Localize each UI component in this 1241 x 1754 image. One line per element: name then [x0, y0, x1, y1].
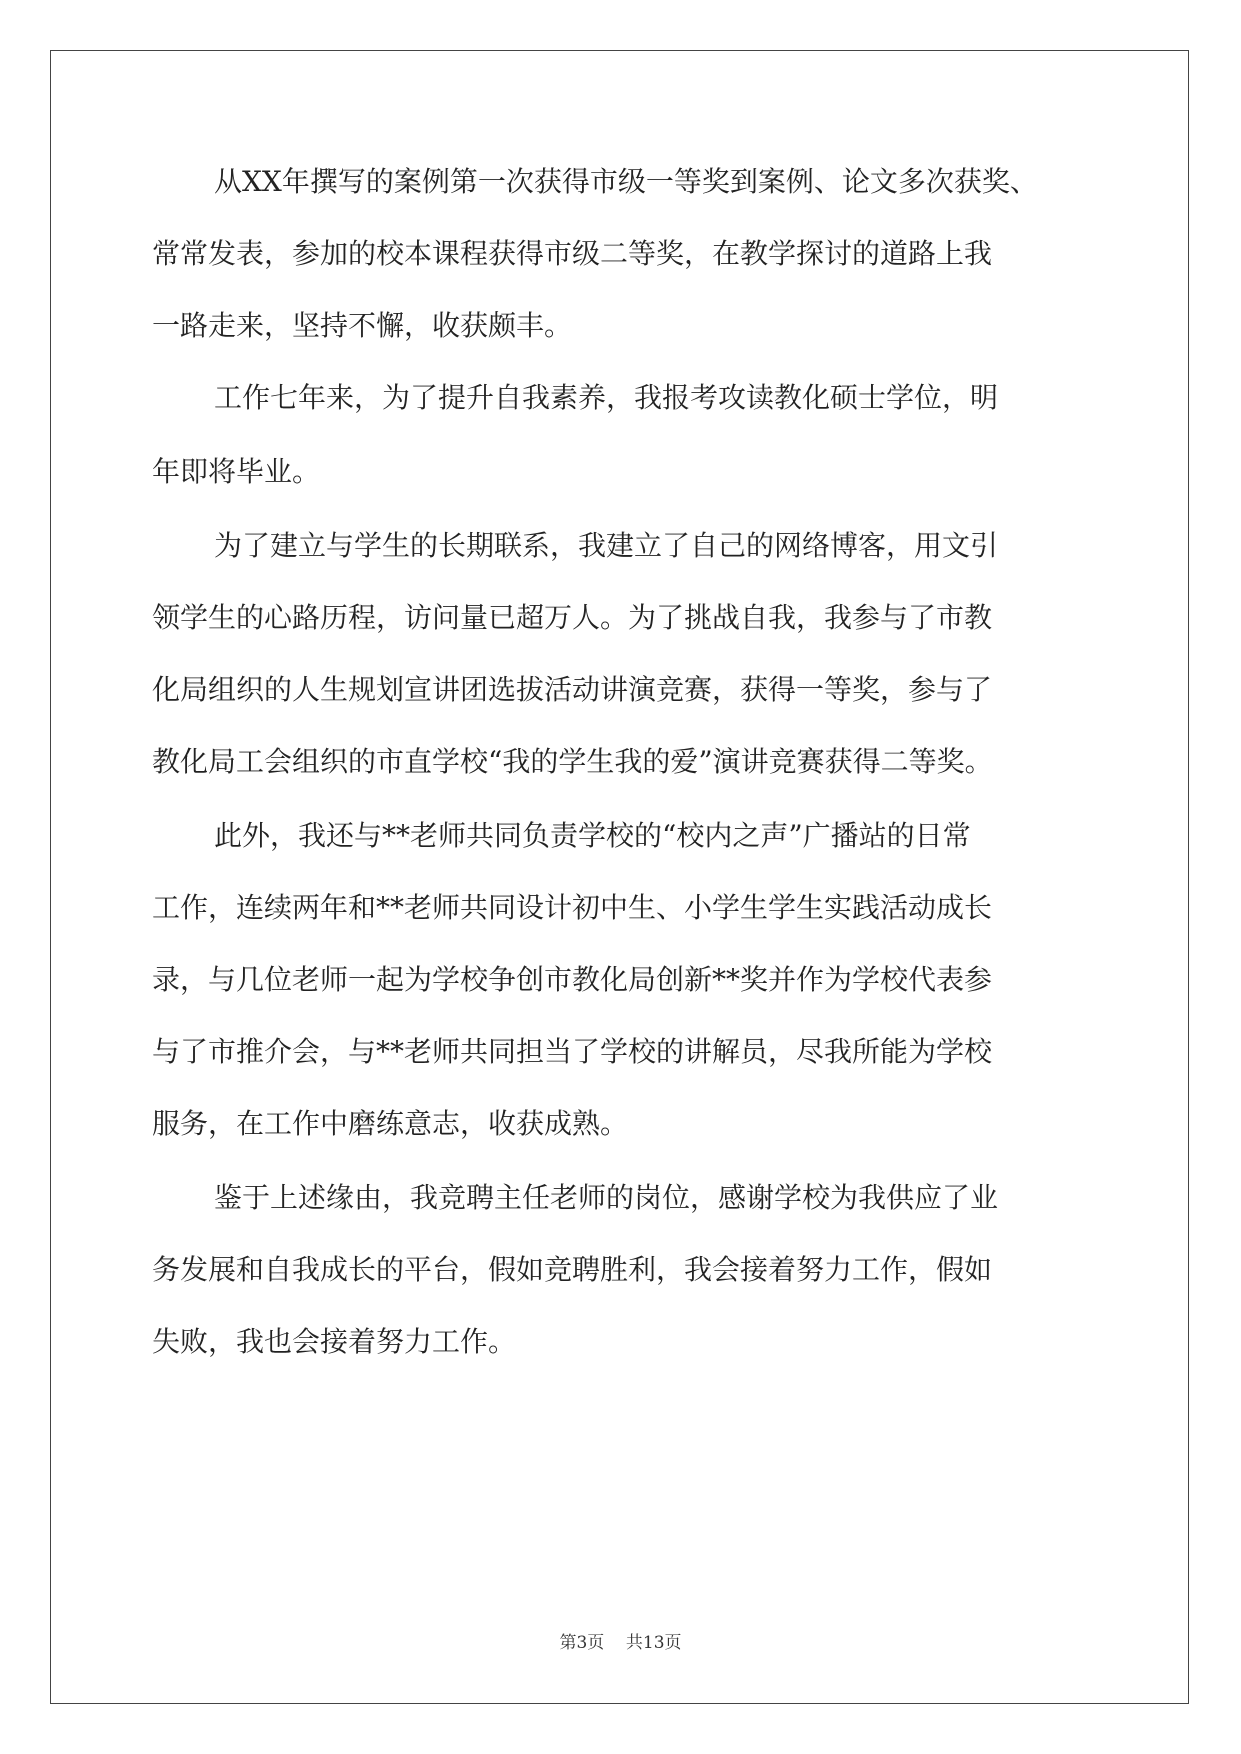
text-line: 服务，在工作中磨练意志，收获成熟。 [152, 1107, 629, 1140]
text-line: 工作七年来，为了提升自我素养，我报考攻读教化硕士学位，明 [214, 381, 999, 414]
text-line: 一路走来，坚持不懈，收获颇丰。 [152, 309, 573, 342]
text-line: 务发展和自我成长的平台，假如竞聘胜利，我会接着努力工作，假如 [152, 1253, 993, 1286]
text-line: 从XX年撰写的案例第一次获得市级一等奖到案例、论文多次获奖、 [214, 165, 1038, 198]
text-line: 化局组织的人生规划宣讲团选拔活动讲演竞赛，获得一等奖，参与了 [152, 673, 993, 706]
page-number-footer: 第3页 共13页 [559, 1633, 682, 1653]
text-line: 与了市推介会，与**老师共同担当了学校的讲解员，尽我所能为学校 [152, 1035, 993, 1068]
text-line: 常常发表，参加的校本课程获得市级二等奖，在教学探讨的道路上我 [152, 237, 993, 270]
text-line: 此外，我还与**老师共同负责学校的“校内之声”广播站的日常 [214, 819, 971, 852]
text-line: 为了建立与学生的长期联系，我建立了自己的网络博客，用文引 [214, 529, 999, 562]
text-line: 失败，我也会接着努力工作。 [152, 1325, 517, 1358]
text-line: 录，与几位老师一起为学校争创市教化局创新**奖并作为学校代表参 [152, 963, 993, 996]
text-line: 教化局工会组织的市直学校“我的学生我的爱”演讲竞赛获得二等奖。 [152, 745, 993, 778]
text-line: 年即将毕业。 [152, 455, 321, 488]
page-border [50, 50, 1189, 1704]
text-line: 鉴于上述缘由，我竞聘主任老师的岗位，感谢学校为我供应了业 [214, 1181, 999, 1214]
text-line: 领学生的心路历程，访问量已超万人。为了挑战自我，我参与了市教 [152, 601, 993, 634]
text-line: 工作，连续两年和**老师共同设计初中生、小学生学生实践活动成长 [152, 891, 993, 924]
